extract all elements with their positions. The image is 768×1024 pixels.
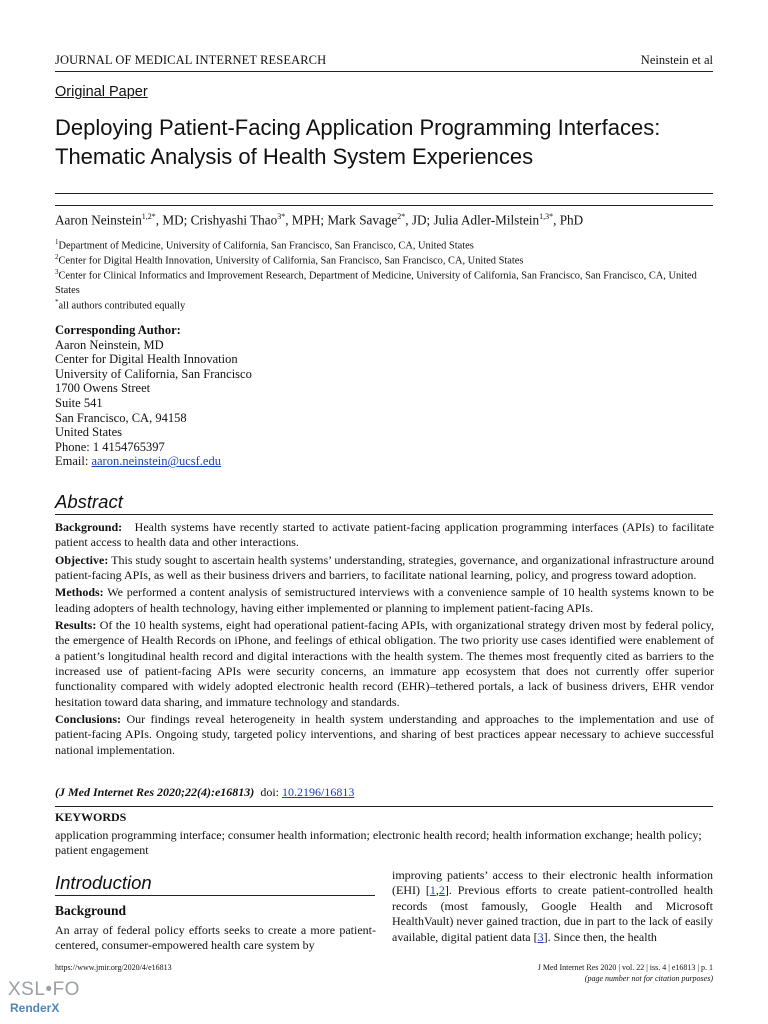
reference-link-3[interactable]: 3 <box>537 929 544 944</box>
keywords-heading: KEYWORDS <box>55 810 127 824</box>
abstract-heading: Abstract <box>55 491 123 512</box>
header-divider <box>55 71 713 72</box>
abstract-background <box>55 520 714 551</box>
journal-name: JOURNAL OF MEDICAL INTERNET RESEARCH <box>55 53 327 67</box>
background-subheading: Background <box>55 903 127 918</box>
corresponding-line: University of California, San Francisco <box>55 366 252 381</box>
citation-text: (J Med Internet Res 2020;22(4):e16813) <box>55 785 255 799</box>
intro-text: ]. Since then, the health <box>543 929 657 944</box>
abstract-section-label: Objective: <box>55 552 109 567</box>
abstract-divider <box>55 514 713 515</box>
corresponding-line: Phone: 1 4154765397 <box>55 439 165 454</box>
corresponding-line: 1700 Owens Street <box>55 381 151 396</box>
corresponding-line: United States <box>55 425 123 440</box>
xslfo-logo: XSL•FO <box>8 979 80 1000</box>
author-affiliation-marker: 1,3* <box>539 212 554 221</box>
corresponding-line: Aaron Neinstein, MD <box>55 337 164 352</box>
running-author: Neinstein et al <box>640 53 713 67</box>
abstract-section-text: Health systems have recently started to activate patient-facing application programming interfaces (APIs) to facilitate patient access to health data and other interactions. <box>55 520 714 550</box>
author-affiliation-marker: 2* <box>397 212 406 221</box>
abstract-section-text: We performed a content analysis of semistructured interviews with a convenience sample of 10 health systems known to be leading adopters of health technology, having either implemented or planning to implement patient-facing APIs. <box>55 585 714 615</box>
author-name: Aaron Neinstein <box>55 212 142 228</box>
affiliation-number: 1 <box>55 238 59 246</box>
paper-title-line-1: Deploying Patient-Facing Application Programming Interfaces: <box>55 115 661 140</box>
abstract-section-label: Methods: <box>55 585 104 600</box>
corresponding-line: Center for Digital Health Innovation <box>55 352 238 367</box>
keywords-text: application programming interface; consumer health information; electronic health record; health information exchange; health policy; patient engagement <box>55 828 702 858</box>
paper-title-line-2: Thematic Analysis of Health System Experiences <box>55 144 534 169</box>
intro-text: improving patients’ access to their electronic health information (EHI) [ <box>392 868 713 898</box>
reference-link-2[interactable]: 2 <box>438 883 445 898</box>
author-affiliation-marker: 1,2* <box>141 212 156 221</box>
abstract-section-text: Of the 10 health systems, eight had operational patient-facing APIs, with organizational strategy driven most by federal policy, the emergence of Health Records on iPhone, and feelings of ethical obligation. The two priority use cases identified were enablement of a patient’s longitudinal health record and digital interactions with the health system. The themes most frequently cited as barriers to the increased use of patient-facing APIs were security concerns, an immature app ecosystem that does not currently offer superior functionality compared with widely adopted electronic health record (EHR)–tethered portals, a lack of business drivers, EHR vendor hesitation toward data sharing, and immature technology and standards. <box>55 617 714 709</box>
author-name: Crishyashi Thao <box>190 212 278 228</box>
abstract-body <box>55 520 714 760</box>
affiliation-3 <box>55 265 715 298</box>
reference-link-1[interactable]: 1 <box>429 883 436 898</box>
title-divider-bottom <box>55 205 713 206</box>
abstract-section-label: Background: <box>55 520 123 534</box>
abstract-conclusions <box>55 712 714 758</box>
corresponding-line: Suite 541 <box>55 395 103 410</box>
affiliation-number: 3 <box>55 268 59 276</box>
affiliation-text: Center for Clinical Informatics and Improvement Research, Department of Medicine, University of California, San Francisco, San Francisco, CA, United States <box>55 270 697 297</box>
footer-url: https://www.jmir.org/2020/4/e16813 <box>55 963 172 972</box>
corresponding-email-line <box>55 454 455 469</box>
paper-title <box>55 113 715 171</box>
article-type: Original Paper <box>55 84 148 100</box>
author-degree: , JD; <box>405 212 434 228</box>
author-affiliation-marker: 3* <box>277 212 286 221</box>
abstract-section-label: Conclusions: <box>55 712 122 727</box>
corresponding-line: San Francisco, CA, 94158 <box>55 410 187 425</box>
affiliation-text: Center for Digital Health Innovation, University of California, San Francisco, San Francisco, CA, United States <box>58 255 524 267</box>
abstract-section-label: Results: <box>55 617 97 632</box>
intro-text: ]. Previous efforts to create patient-controlled health records (most famously, Google Health and Microsoft HealthVault) never gained traction, due in part to the lack of easily available, digital patient data [ <box>392 883 714 944</box>
affiliation-number: 2 <box>55 253 59 261</box>
affiliation-note <box>55 295 715 313</box>
citation-line <box>55 785 354 800</box>
introduction-divider <box>55 895 375 896</box>
affiliation-number: * <box>55 298 59 306</box>
author-list <box>55 212 715 228</box>
reference-separator: , <box>435 883 439 898</box>
doi-label: doi: <box>260 785 279 799</box>
intro-left-column: An array of federal policy efforts seeks to create a more patient-centered, consumer-empowered health care system by <box>55 923 376 953</box>
author-name: Mark Savage <box>327 212 398 228</box>
title-divider-top <box>55 193 713 194</box>
author-degree: , MD; <box>155 212 191 228</box>
abstract-methods <box>55 585 714 616</box>
abstract-section-text: Our findings reveal heterogeneity in health system understanding and approaches to the implementation and use of patient-facing APIs. Ongoing study, targeted policy interventions, and sharing of best practices appear necessary to achieve successful national implementation. <box>55 712 714 757</box>
author-name: Julia Adler-Milstein <box>433 212 540 228</box>
citation-divider <box>55 806 713 807</box>
author-degree: , PhD <box>553 212 584 228</box>
doi-link[interactable]: 10.2196/16813 <box>281 785 355 799</box>
corresponding-author-label: Corresponding Author: <box>55 323 181 337</box>
author-degree: , MPH; <box>285 212 328 228</box>
introduction-heading: Introduction <box>55 872 152 893</box>
abstract-results <box>55 618 714 710</box>
corresponding-author <box>55 323 455 469</box>
email-label: Email: <box>55 454 92 469</box>
affiliation-text: all authors contributed equally <box>58 300 186 312</box>
email-link[interactable]: aaron.neinstein@ucsf.edu <box>91 454 221 469</box>
intro-right-column <box>392 868 713 945</box>
abstract-objective <box>55 553 714 584</box>
footer-citation: J Med Internet Res 2020 | vol. 22 | iss. 4 | e16813 | p. 1 <box>537 963 713 972</box>
abstract-section-text: This study sought to ascertain health systems’ understanding, strategies, governance, and organizational infrastructure around patient-facing APIs, as well as their business drivers and barriers, to facilitate national learning, policy, and progress toward adoption. <box>55 552 714 583</box>
footer-note: (page number not for citation purposes) <box>584 974 713 983</box>
renderx-logo: RenderX <box>10 1001 60 1015</box>
affiliation-text: Department of Medicine, University of California, San Francisco, San Francisco, CA, United States <box>58 240 474 252</box>
